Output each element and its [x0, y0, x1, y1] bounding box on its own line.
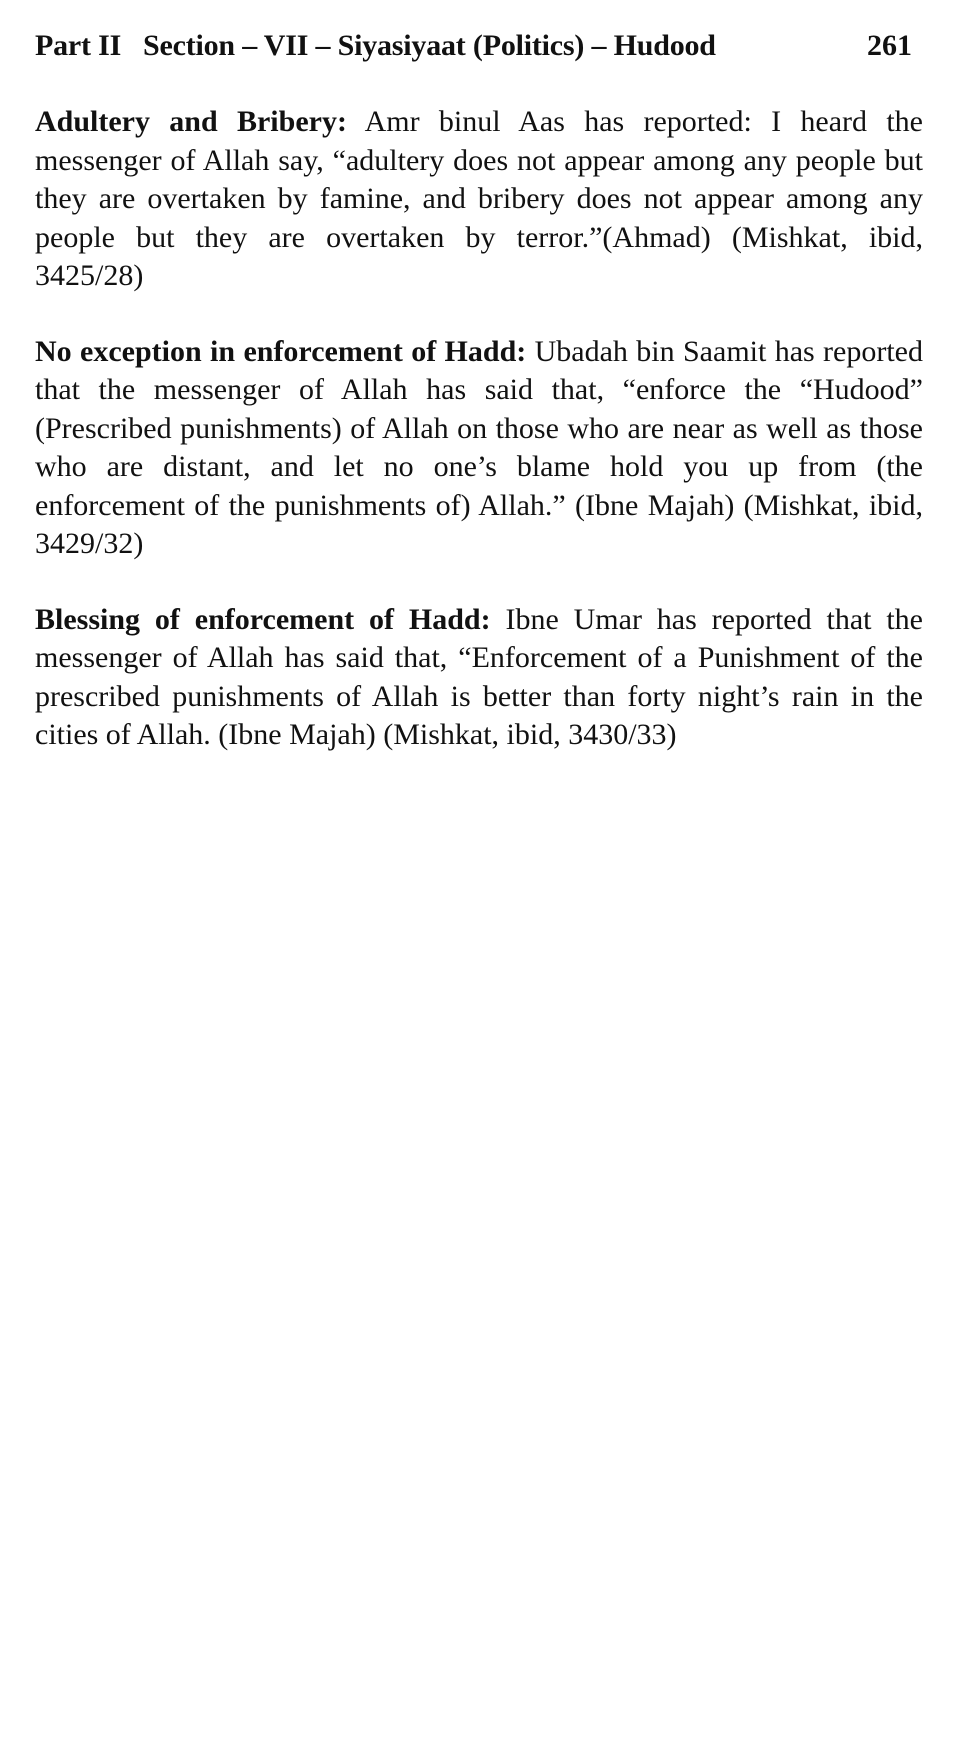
entry-no-exception [35, 333, 923, 564]
entry-blessing [35, 601, 923, 755]
running-header [35, 26, 923, 66]
entry-heading: Adultery and Bribery: [35, 105, 347, 138]
entry-adultery-bribery [35, 103, 923, 296]
entry-text: Amr binul Aas has reported: I heard the messenger of Allah say, “adultery does not appear among any people but they are overtaken by famine, and bribery does not appear among any people but they are overtaken by terror.”(Ahmad) (Mishkat, ibid, 3425/28) [35, 105, 923, 292]
header-title: Part II Section – VII – Siyasiyaat (Politics) – Hudood [35, 29, 716, 62]
page-number: 261 [867, 29, 912, 62]
entry-heading: No exception in enforcement of Hadd: [35, 334, 527, 368]
entry-heading: Blessing of enforcement of Hadd: [35, 602, 491, 636]
entry-text: Ubadah bin Saamit has reported that the messenger of Allah has said that, “enforce the “Hudood” (Prescribed punishments) of Allah on those who are near as well as those who are distant, and let no one’s blame hold you up from (the enforcement of the punishments of) Allah.” (Ibne Majah) (Mishkat, ibid, 3429/32) [35, 334, 924, 560]
entry-text: Ibne Umar has reported that the messenger of Allah has said that, “Enforcement of a Punishment of the prescribed punishments of Allah is better than forty night’s rain in the cities of Allah. (Ibne Majah) (Mishkat, ibid, 3430/33) [35, 602, 923, 751]
book-page [35, 26, 923, 755]
